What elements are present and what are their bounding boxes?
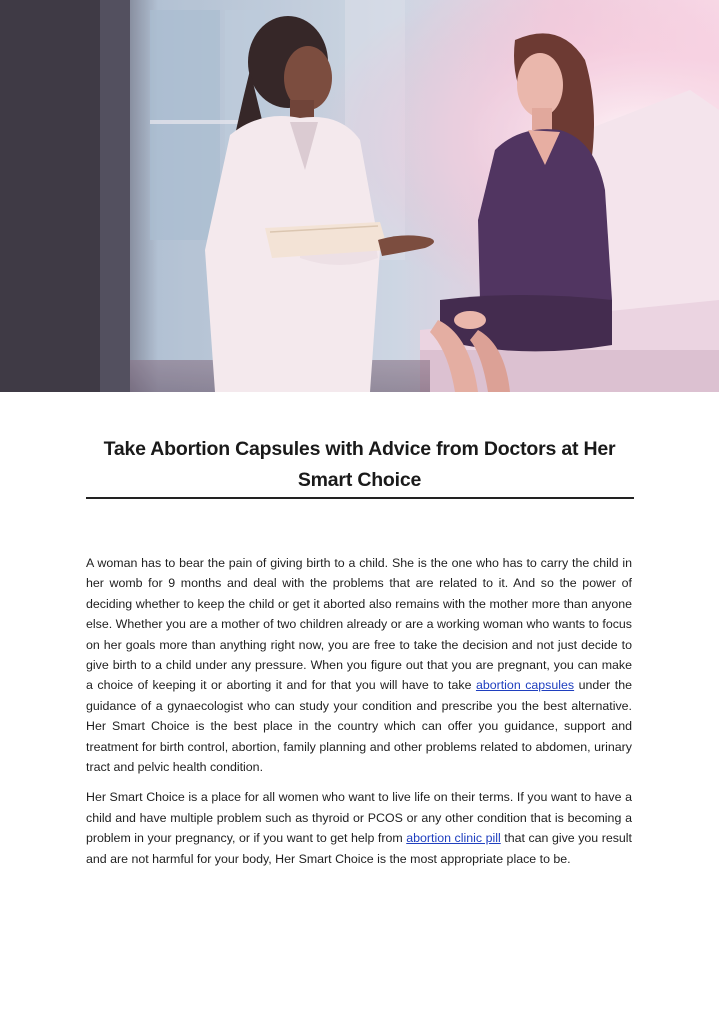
title-underline	[86, 497, 634, 499]
article-title	[86, 434, 633, 496]
title-line-2: Smart Choice	[297, 469, 422, 491]
abortion-clinic-pill-link[interactable]: abortion clinic pill	[406, 831, 501, 846]
article-body	[86, 553, 632, 879]
doctor-consultation-photo	[0, 0, 719, 392]
paragraph-2-text-b: that can give you result and are not harmful for your body, Her Smart Choice is the most appropriate place to be.	[86, 831, 633, 866]
abortion-capsules-link[interactable]: abortion capsules	[475, 678, 575, 693]
article-title-block	[86, 434, 633, 496]
title-line-1: Take Abortion Capsules with Advice from Doctors at Her	[103, 438, 616, 460]
paragraph-1-text-b: under the guidance of a gynaecologist who can study your condition and prescribe you the best alternative. Her Smart Choice is the best place in the country which can offer you guidance, support and treatment for birth control, abortion, family planning and other problems related to abdomen, urinary tract and pelvic health condition.	[86, 678, 632, 775]
paragraph-1-text-a: A woman has to bear the pain of giving birth to a child. She is the one who has to carry the child in her womb for 9 months and deal with the problems that are related to it. And so the power of deciding whether to keep the child or get it aborted also remains with the mother more than anyone else. Whether you are a mother of two children already or are a working woman who wants to focus on her goals more than anything right now, you are free to take the decision and not just decide to give birth to a child under any pressure. When you figure out that you are pregnant, you can make a choice of keeping it or aborting it and for that you will have to take	[86, 556, 632, 693]
paragraph-2	[86, 787, 632, 869]
paragraph-1	[86, 553, 632, 777]
hero-image	[0, 0, 719, 392]
paragraph-2-text-a: Her Smart Choice is a place for all women who want to live life on their terms. If you want to have a child and have multiple problem such as thyroid or PCOS or any other condition that is becoming a problem in your pregnancy, or if you want to get help from	[86, 790, 632, 846]
